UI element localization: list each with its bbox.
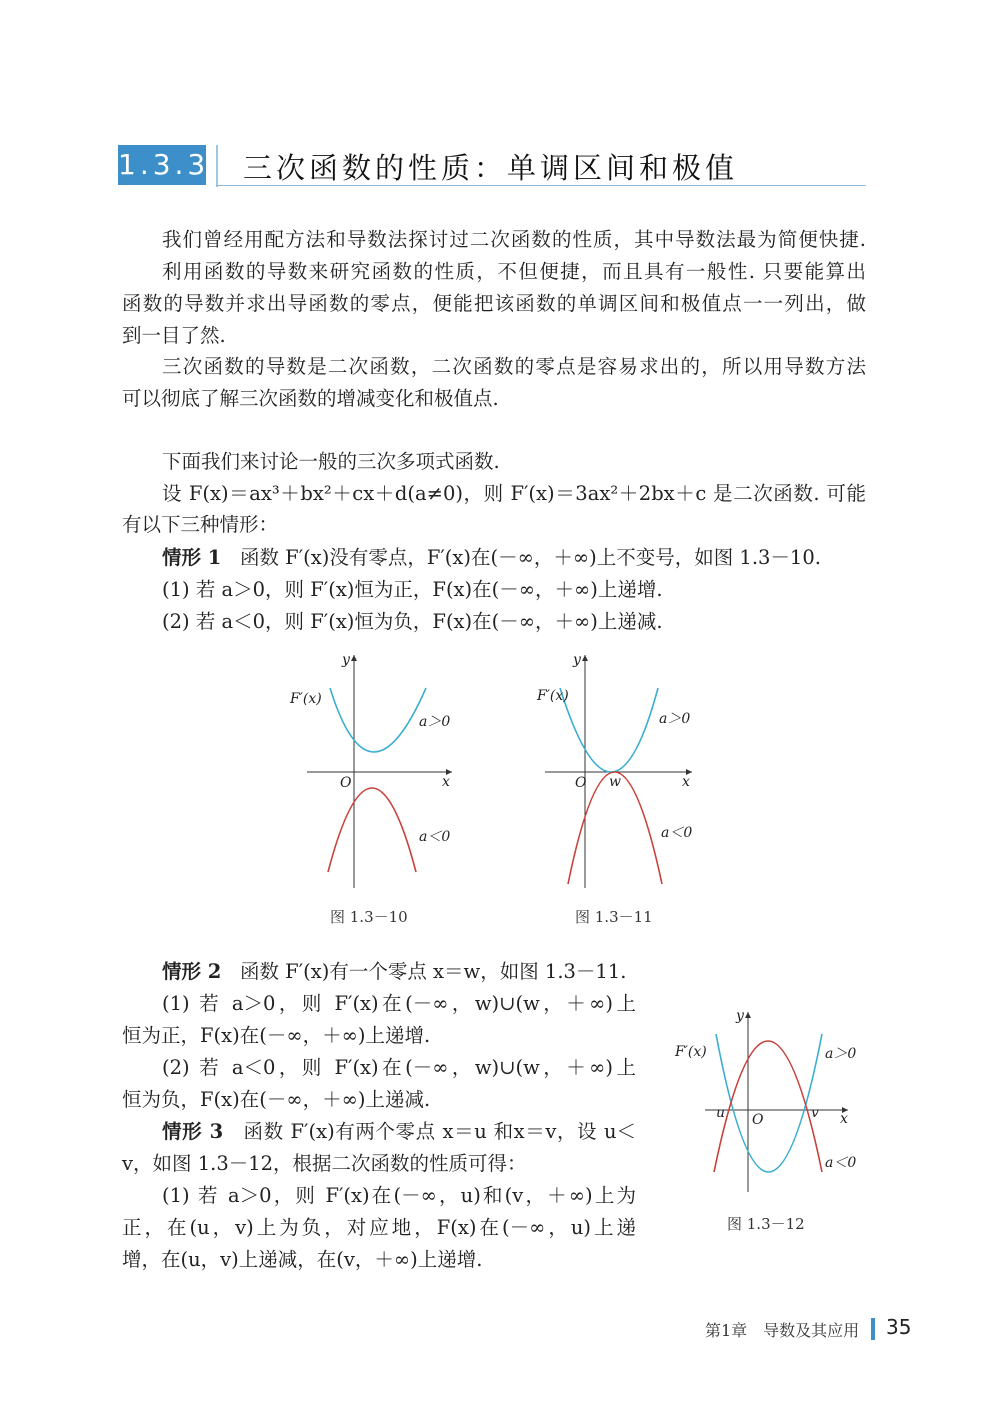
origin-label: O — [575, 775, 587, 791]
y-label: y — [736, 1008, 744, 1024]
case1-label: 情形 1 — [162, 546, 222, 569]
paragraph-line: 恒为正，F(x)在(－∞，＋∞)上递增. — [122, 1024, 431, 1047]
paragraph-line: 设 F(x)＝ax³＋bx²＋cx＋d(a≠0)，则 F′(x)＝3ax²＋2bx＋c 是二次函数. 可能 — [162, 482, 866, 505]
curve-a-positive — [560, 688, 658, 772]
paragraph-line: 函数的导数并求出导函数的零点，便能把该函数的单调区间和极值点一一列出，做 — [122, 292, 866, 315]
curve-a-positive — [716, 1034, 822, 1172]
paragraph-line: (1) 若 a＞0，则 F′(x)恒为正，F(x)在(－∞，＋∞)上递增. — [162, 578, 663, 601]
origin-label: O — [752, 1112, 764, 1128]
paragraph-line: (2) 若 a＜0，则 F′(x)恒为负，F(x)在(－∞，＋∞)上递减. — [162, 610, 663, 633]
case3-text: 函数 F′(x)有两个零点 x＝u 和x＝v，设 u＜ — [243, 1120, 636, 1143]
curve-a-negative — [328, 788, 416, 872]
paragraph-line: 恒为负，F(x)在(－∞，＋∞)上递减. — [122, 1088, 431, 1111]
figure-caption: 图 1.3－11 — [575, 908, 653, 926]
paragraph-line: v，如图 1.3－12，根据二次函数的性质可得： — [122, 1152, 527, 1175]
u-label: u — [716, 1105, 726, 1121]
figure-caption: 图 1.3－10 — [330, 908, 408, 926]
fx-label: F′(x) — [290, 691, 322, 707]
v-label: v — [811, 1105, 819, 1121]
paragraph-line: 下面我们来讨论一般的三次多项式函数. — [162, 450, 500, 473]
a-positive-label: a＞0 — [825, 1046, 857, 1062]
x-label: x — [840, 1111, 848, 1127]
page-number: 35 — [886, 1315, 912, 1339]
a-negative-label: a＜0 — [419, 829, 451, 845]
fx-label: F′(x) — [537, 688, 569, 704]
paragraph-line: 有以下三种情形： — [122, 513, 279, 536]
a-negative-label: a＜0 — [661, 825, 693, 841]
figure-caption: 图 1.3－12 — [727, 1215, 805, 1233]
paragraph-line: 利用函数的导数来研究函数的性质，不但便捷，而且具有一般性. 只要能算出 — [162, 260, 866, 283]
a-negative-label: a＜0 — [825, 1155, 857, 1171]
curve-a-negative — [714, 1041, 822, 1172]
section-number: 1.3.3 — [118, 145, 206, 185]
paragraph-line: 正，在(u，v)上为负，对应地，F(x)在(－∞，u)上递 — [122, 1216, 636, 1239]
footer-bar — [871, 1318, 875, 1340]
x-label: x — [442, 774, 450, 790]
fx-label: F′(x) — [675, 1044, 707, 1060]
paragraph-line: 可以彻底了解三次函数的增减变化和极值点. — [122, 387, 499, 410]
curve-a-positive — [330, 688, 426, 752]
paragraph-line: (1) 若 a＞0，则 F′(x)在(－∞，w)∪(w，＋∞)上 — [162, 992, 636, 1015]
section-title: 三次函数的性质：单调区间和极值 — [243, 151, 739, 185]
w-label: w — [609, 774, 621, 790]
origin-label: O — [340, 775, 352, 791]
case1-text: 函数 F′(x)没有零点，F′(x)在(－∞，＋∞)上不变号，如图 1.3－10. — [239, 546, 821, 569]
x-label: x — [682, 774, 690, 790]
paragraph-line: (2) 若 a＜0，则 F′(x)在(－∞，w)∪(w，＋∞)上 — [162, 1056, 636, 1079]
paragraph-line: 我们曾经用配方法和导数法探讨过二次函数的性质，其中导数法最为简便快捷. — [162, 228, 866, 251]
a-positive-label: a＞0 — [659, 711, 691, 727]
y-label: y — [573, 652, 581, 668]
case3-label: 情形 3 — [162, 1120, 224, 1143]
case2-label: 情形 2 — [162, 960, 222, 983]
paragraph-line: (1) 若 a＞0，则 F′(x)在(－∞，u)和(v，＋∞)上为 — [162, 1184, 636, 1207]
a-positive-label: a＞0 — [419, 714, 451, 730]
case2-line — [162, 959, 636, 985]
case3-line — [162, 1119, 636, 1145]
paragraph-line: 到一目了然. — [122, 324, 226, 347]
paragraph-line: 三次函数的导数是二次函数，二次函数的零点是容易求出的，所以用导数方法 — [162, 355, 866, 378]
y-label: y — [342, 652, 350, 668]
case2-text: 函数 F′(x)有一个零点 x＝w，如图 1.3－11. — [239, 960, 627, 983]
footer-chapter: 第1章 导数及其应用 — [705, 1321, 860, 1340]
paragraph-line: 增，在(u，v)上递减，在(v，＋∞)上递增. — [122, 1248, 483, 1271]
